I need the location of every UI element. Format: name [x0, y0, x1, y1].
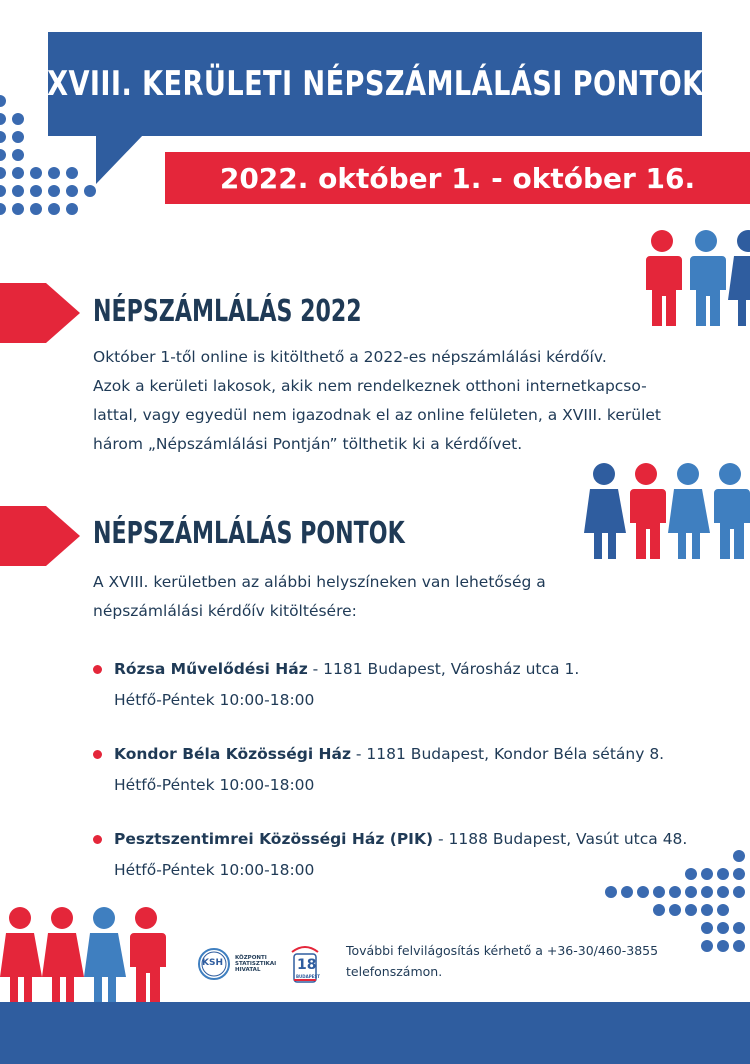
contact-line: telefonszámon.	[346, 964, 443, 979]
title-speech-tail	[96, 134, 144, 184]
location-name: Rózsa Művelődési Ház	[114, 660, 308, 678]
person-icon	[646, 230, 682, 326]
paragraph-line: lattal, vagy egyedül nem igazodnak el az online felületen, a XVIII. kerület	[93, 406, 662, 424]
ksh-name: KÖZPONTI STATISZTIKAI HIVATAL	[235, 955, 277, 973]
paragraph-line: A XVIII. kerületben az alábbi helyszíneken van lehetőség a	[93, 573, 546, 591]
location-hours: Hétfő-Péntek 10:00-18:00	[114, 776, 315, 794]
section-heading-2: NÉPSZÁMLÁLÁS PONTOK	[93, 516, 405, 551]
people-group-middle-right	[584, 462, 750, 562]
district-label: BUDAPEST	[296, 974, 320, 979]
person-icon	[130, 907, 166, 1003]
section-text-2	[93, 568, 693, 626]
section-arrow-2	[0, 506, 80, 566]
dot-pattern-bottom-right	[605, 850, 745, 952]
person-icon	[690, 230, 726, 326]
paragraph-line: Október 1-től online is kitölthető a 2022-es népszámlálási kérdőív.	[93, 348, 607, 366]
person-icon	[84, 907, 126, 1003]
footer-band	[0, 1002, 750, 1064]
location-item	[93, 654, 733, 716]
paragraph-line: Azok a kerületi lakosok, akik nem rendelkeznek otthoni internetkapcso-	[93, 377, 647, 395]
contact-line: További felvilágosítás kérhető a +36-30/460-3855	[346, 943, 659, 958]
bullet-icon	[93, 835, 102, 844]
district-logo	[288, 942, 322, 986]
paragraph-line: népszámlálási kérdőív kitöltésére:	[93, 602, 357, 620]
contact-info	[346, 940, 726, 982]
bullet-icon	[93, 665, 102, 674]
location-name: Kondor Béla Közösségi Ház	[114, 745, 351, 763]
location-name: Pesztszentimrei Közösségi Ház (PIK)	[114, 830, 434, 848]
location-address: - 1181 Budapest, Kondor Béla sétány 8.	[350, 745, 665, 763]
person-icon	[668, 463, 710, 559]
date-banner	[165, 152, 750, 204]
page-title: XVIII. KERÜLETI NÉPSZÁMLÁLÁSI PONTOK	[46, 64, 704, 104]
paragraph-line: három „Népszámlálási Pontján” tölthetik ki a kérdőívet.	[93, 435, 523, 453]
section-text-1	[93, 343, 733, 459]
ksh-logo	[197, 946, 277, 982]
people-group-bottom-left	[0, 906, 170, 1006]
bullet-icon	[93, 750, 102, 759]
person-icon	[584, 463, 626, 559]
ksh-abbr: KSH	[202, 958, 223, 968]
location-address: - 1188 Budapest, Vasút utca 48.	[433, 830, 688, 848]
title-banner	[48, 32, 702, 136]
person-icon	[714, 463, 750, 559]
location-hours: Hétfő-Péntek 10:00-18:00	[114, 861, 315, 879]
section-heading-1: NÉPSZÁMLÁLÁS 2022	[93, 294, 362, 329]
people-group-top-right	[640, 228, 750, 328]
person-icon	[728, 230, 750, 326]
person-icon	[0, 907, 42, 1003]
section-arrow-1	[0, 283, 80, 343]
location-hours: Hétfő-Péntek 10:00-18:00	[114, 691, 315, 709]
district-number: 18	[297, 957, 317, 973]
person-icon	[42, 907, 84, 1003]
location-address: - 1181 Budapest, Városház utca 1.	[307, 660, 580, 678]
person-icon	[630, 463, 666, 559]
dot-pattern-top-left	[0, 95, 96, 215]
date-range: 2022. október 1. - október 16.	[219, 161, 696, 195]
location-item	[93, 739, 733, 801]
